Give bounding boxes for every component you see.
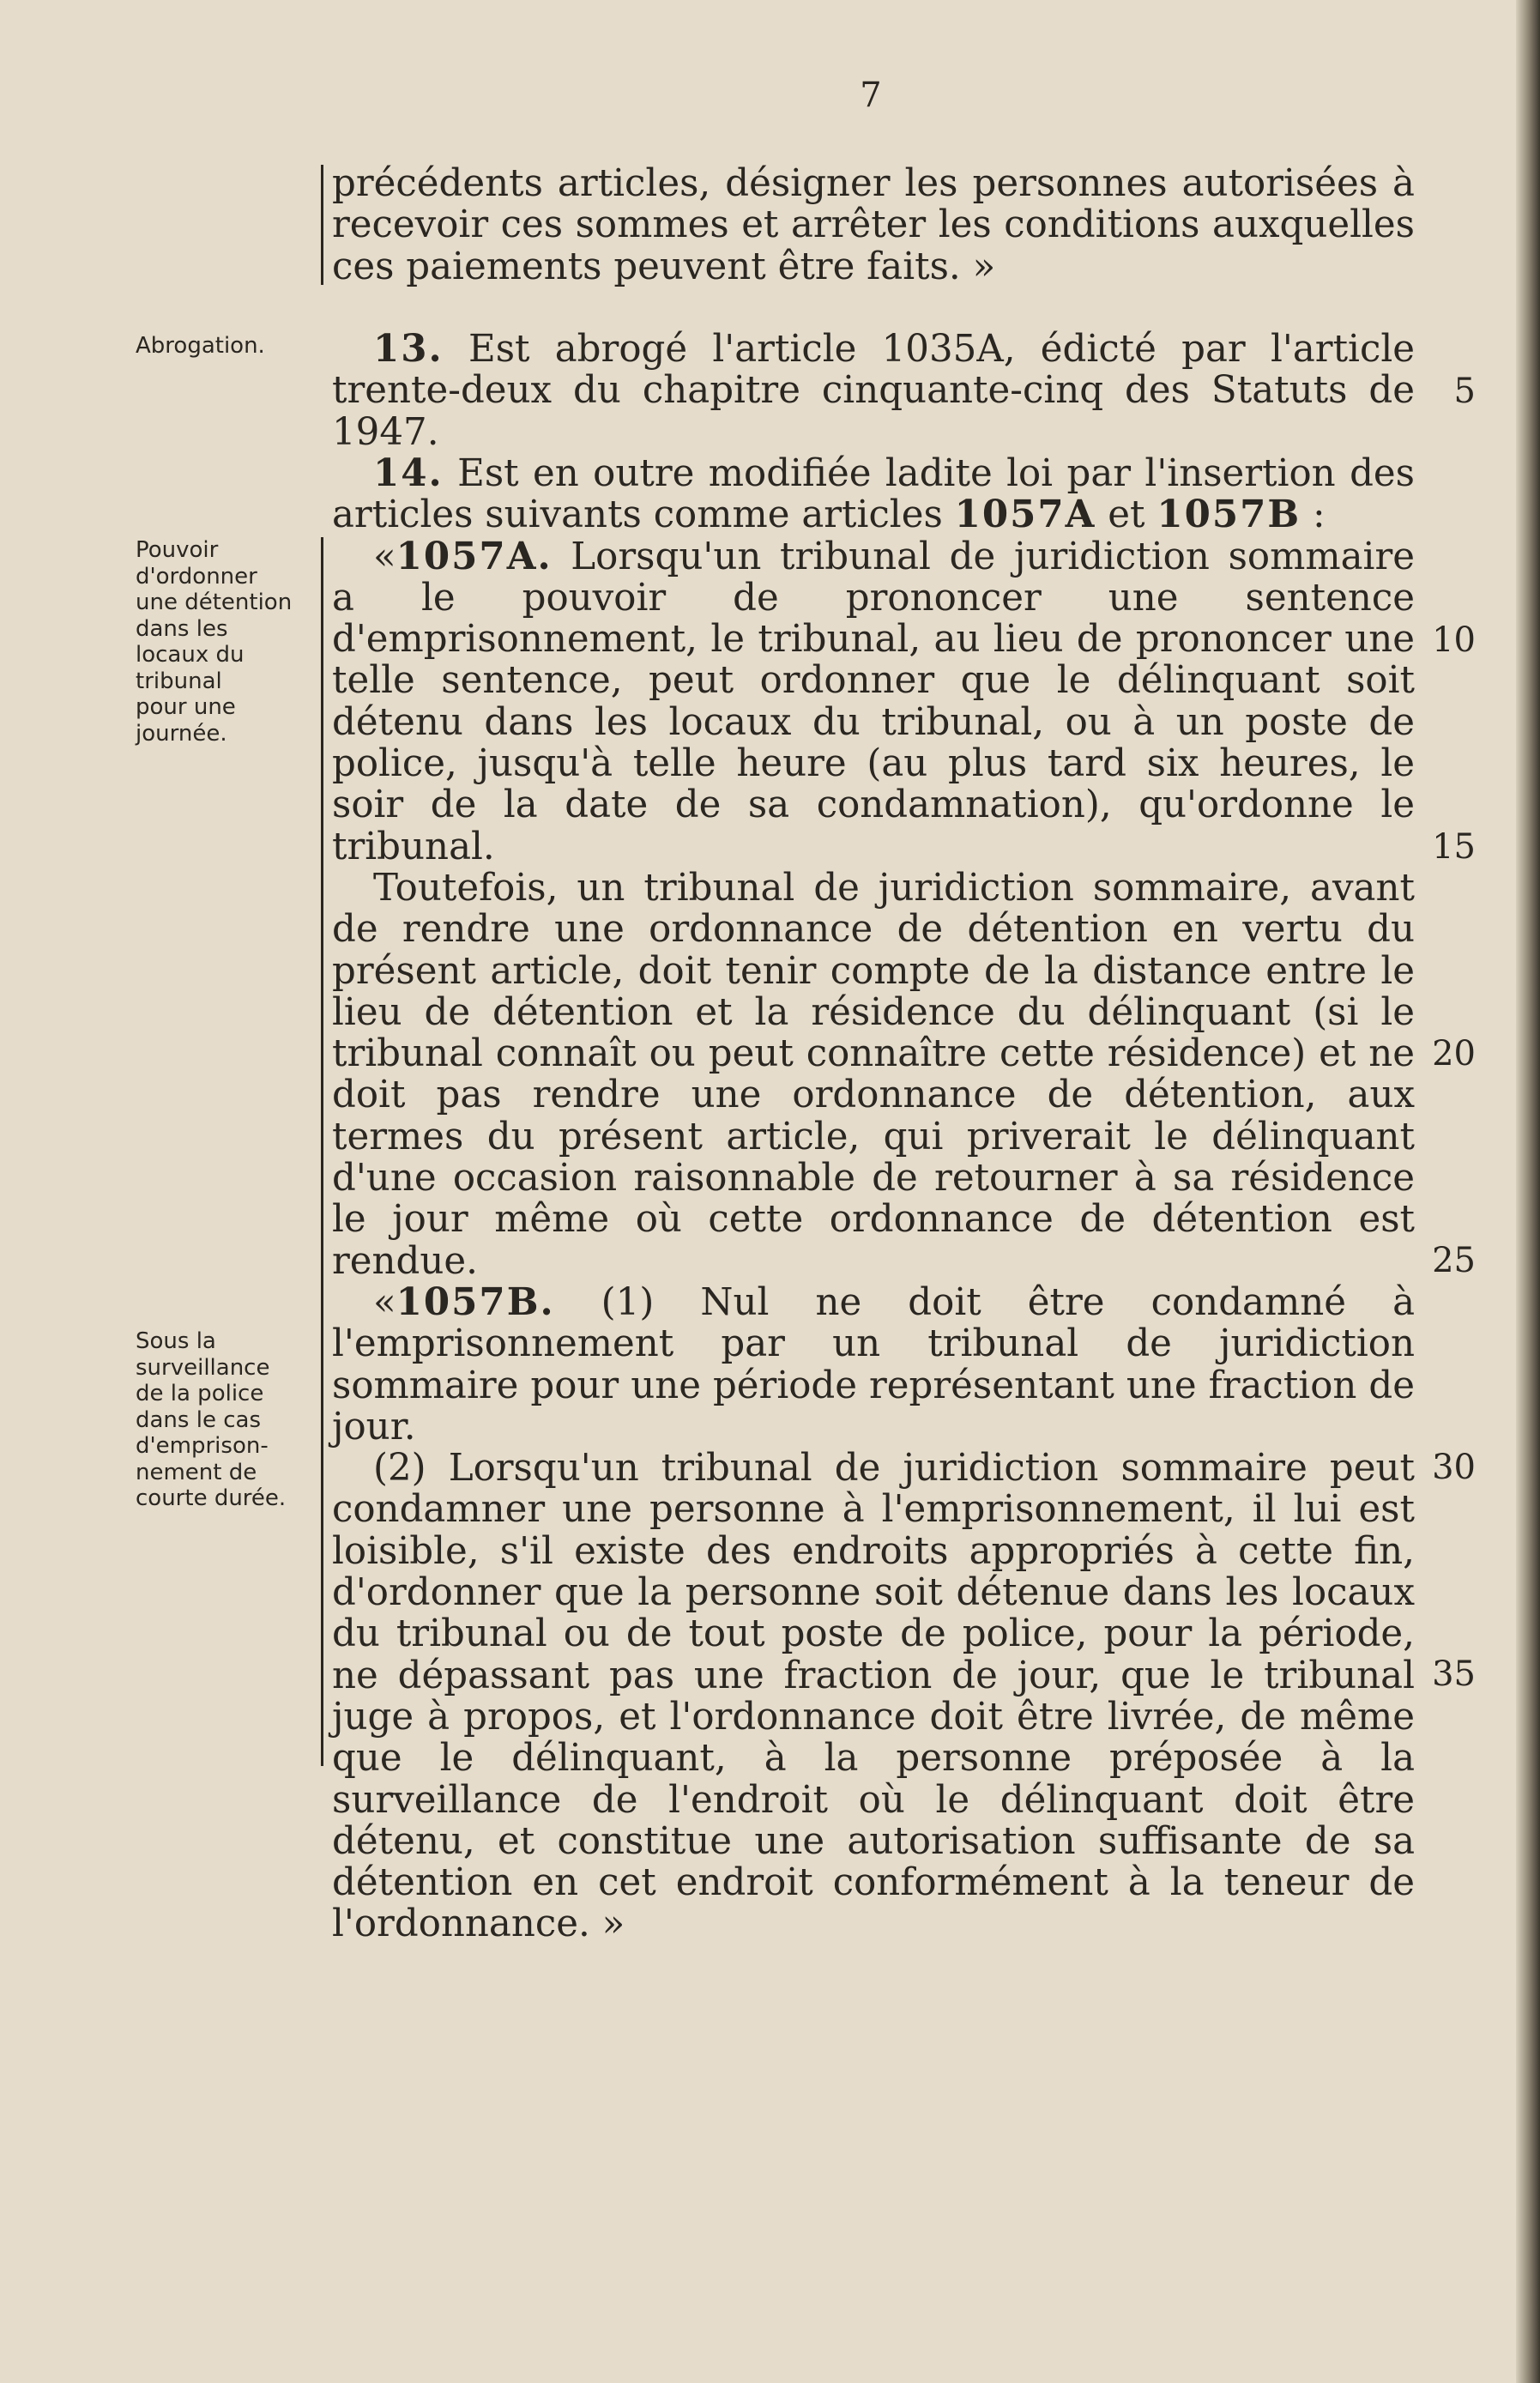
margin-note-abrogation: Abrogation. (136, 333, 265, 359)
section-13-number: 13. (373, 327, 444, 371)
article-1057b-quote: « (373, 1280, 396, 1324)
page-edge-shadow (1516, 0, 1540, 2383)
line-number-25: 25 (1432, 1241, 1476, 1280)
article-1057b-text: (1) Nul ne doit être condamné à l'emprisonnement par un tribunal de juridiction sommaire pour une période représentant une fraction de jour. (332, 1280, 1415, 1449)
article-1057a-paragraph-2: Toutefois, un tribunal de juridiction sommaire, avant de rendre une ordonnance de détention en vertu du présent article, doit tenir compte de la distance entre le lieu de détention et la résidence du délinquant (si le tribunal connaît ou peut connaître cette résidence) et ne doit pas rendre une ordonnance de détention, aux termes du présent article, qui priverait le délinquant d'une occasion raisonnable de retourner à sa résidence le jour même où cette ordonnance de détention est rendue. (332, 866, 1415, 1283)
continuation-text: précédents articles, désigner les personnes autorisées à recevoir ces sommes et arrêter les conditions auxquelles ces paiements peuvent être faits. » (332, 162, 1415, 288)
line-number-10: 10 (1432, 620, 1476, 660)
section-13-text: Est abrogé l'article 1035A, édicté par l'article trente-deux du chapitre cinquante-cinq des Statuts de 1947. (332, 328, 1415, 454)
section-14-number: 14. (373, 451, 444, 495)
line-number-20: 20 (1432, 1034, 1476, 1074)
article-1057b-number: 1057B. (396, 1279, 555, 1324)
article-1057a-quote: « (373, 535, 396, 578)
line-number-5: 5 (1453, 372, 1476, 411)
continuation-paragraph (332, 163, 1415, 287)
change-bar-top (321, 165, 323, 285)
article-1057a-ref: 1057A (954, 493, 1096, 537)
section-14-paragraph (332, 453, 1415, 536)
section-13-paragraph (332, 329, 1415, 453)
change-bar-main (321, 537, 323, 1766)
article-1057b-ref: 1057B (1157, 493, 1301, 537)
article-1057a-text: Lorsqu'un tribunal de juridiction sommaire a le pouvoir de prononcer une sentence d'emprisonnement, le tribunal, au lieu de prononcer une telle sentence, peut ordonner que le délinquant soit détenu dans les locaux du tribunal, ou à un poste de police, jusqu'à telle heure (au plus tard six heures, le soir de la date de sa condamnation), qu'ordonne le tribunal. (332, 535, 1415, 868)
section-14 (332, 453, 1415, 1945)
section-14-colon: : (1301, 493, 1326, 537)
margin-note-pouvoir: Pouvoir d'ordonner une détention dans les locaux du tribunal pour une journée. (136, 537, 293, 747)
article-1057a-number: 1057A. (396, 534, 553, 578)
section-13 (332, 329, 1415, 453)
line-number-15: 15 (1432, 827, 1476, 867)
article-1057a-paragraph (332, 536, 1415, 868)
line-number-30: 30 (1432, 1448, 1476, 1487)
section-14-and: et (1096, 493, 1157, 537)
section-14-text: Est en outre modifiée ladite loi par l'insertion des articles suivants comme articles (332, 452, 1415, 537)
margin-note-surveillance: Sous la surveillance de la police dans le cas d'emprison- nement de courte durée. (136, 1328, 287, 1511)
page-number: 7 (860, 76, 882, 115)
article-1057b-paragraph (332, 1279, 1415, 1449)
line-number-35: 35 (1432, 1654, 1476, 1694)
article-1057b-paragraph-2: (2) Lorsqu'un tribunal de juridiction sommaire peut condamner une personne à l'emprisonnement, il lui est loisible, s'il existe des endroits appropriés à cette fin, d'ordonner que la personne soit détenue dans les locaux du tribunal ou de tout poste de police, pour la période, ne dépassant pas une fraction de jour, que le tribunal juge à propos, et l'ordonnance doit être livrée, de même que le délinquant, à la personne préposée à la surveillance de l'endroit où le délinquant doit être détenu, et constitue une autorisation suffisante de sa détention en cet endroit conformément à la teneur de l'ordonnance. » (332, 1447, 1415, 1946)
